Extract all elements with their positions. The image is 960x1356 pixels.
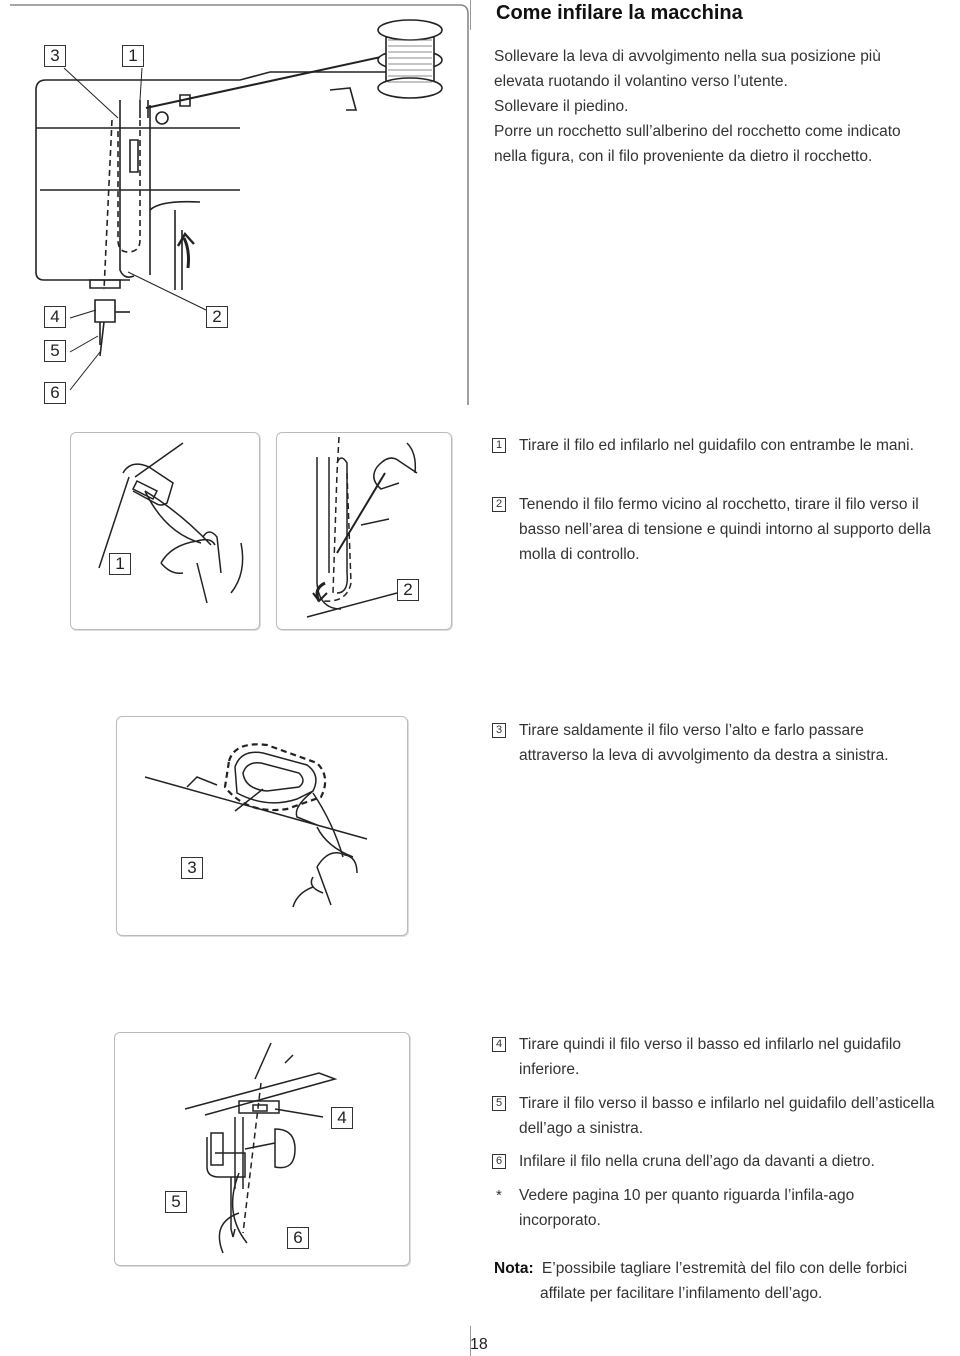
nota-label: Nota:: [494, 1260, 534, 1277]
page-number: 18: [470, 1336, 488, 1353]
asterisk-text: [519, 1183, 959, 1233]
step-1-text: Tirare il filo ed infilarlo nel guidafilo con entrambe le mani.: [519, 437, 914, 454]
step-4-line: inferiore.: [519, 1061, 580, 1078]
step-5-line: Tirare il filo verso il basso e infilarlo nel guidafilo dell’asticella: [519, 1095, 935, 1112]
nota-line: E’possibile tagliare l’estremità del filo con delle forbici: [541, 1260, 908, 1277]
step-5-line: dell’ago a sinistra.: [519, 1120, 644, 1137]
step-3-line: Tirare saldamente il filo verso l’alto e farlo passare: [519, 722, 864, 739]
asterisk-mark: *: [496, 1187, 502, 1204]
figure-step-1-panel: [70, 432, 260, 630]
thread-guide-illustration: [71, 433, 259, 629]
tension-area-illustration: [277, 433, 451, 629]
intro-line: Sollevare il piedino.: [494, 98, 629, 115]
step-6-marker: 6: [492, 1154, 506, 1169]
figure-step-6-label: 6: [287, 1227, 309, 1249]
figure-step-5-label: 5: [165, 1191, 187, 1213]
page-title: Come infilare la macchina: [496, 2, 743, 24]
figure-step-2-panel: [276, 432, 452, 630]
asterisk-line: Vedere pagina 10 per quanto riguarda l’infila-ago: [519, 1187, 855, 1204]
overview-label-1: 1: [122, 45, 144, 67]
nota-line: affilate per facilitare l’infilamento dell’ago.: [540, 1285, 823, 1302]
figure-step-3-label: 3: [181, 857, 203, 879]
step-5-text: [519, 1091, 959, 1141]
intro-line: elevata ruotando il volantino verso l’utente.: [494, 73, 788, 90]
figure-steps-4-6-panel: [114, 1032, 410, 1266]
machine-overview-illustration: [0, 0, 470, 410]
step-2-line: molla di controllo.: [519, 546, 640, 563]
step-3-line: attraverso la leva di avvolgimento da destra a sinistra.: [519, 747, 889, 764]
step-6-text: Infilare il filo nella cruna dell’ago da davanti a dietro.: [519, 1153, 875, 1170]
step-1-marker: 1: [492, 438, 506, 453]
overview-label-4: 4: [44, 306, 66, 328]
intro-text: [494, 44, 960, 169]
thread-spool: [378, 20, 442, 98]
overview-label-5: 5: [44, 340, 66, 362]
step-4-line: Tirare quindi il filo verso il basso ed infilarlo nel guidafilo: [519, 1036, 901, 1053]
overview-figure-panel: [0, 0, 470, 410]
figure-step-2-label: 2: [397, 579, 419, 601]
step-2-line: Tenendo il filo fermo vicino al rocchetto, tirare il filo verso il: [519, 496, 919, 513]
step-2-text: [519, 492, 959, 567]
overview-label-6: 6: [44, 382, 66, 404]
figure-step-4-label: 4: [331, 1107, 353, 1129]
figure-step-1-label: 1: [109, 553, 131, 575]
intro-line: Sollevare la leva di avvolgimento nella sua posizione più: [494, 48, 881, 65]
intro-line: Porre un rocchetto sull’alberino del rocchetto come indicato: [494, 123, 901, 140]
step-2-marker: 2: [492, 497, 506, 512]
needle-threading-illustration: [115, 1033, 409, 1265]
step-2-line: basso nell’area di tensione e quindi intorno al supporto della: [519, 521, 931, 538]
column-divider: [470, 0, 471, 30]
step-4-marker: 4: [492, 1037, 506, 1052]
step-3-text: [519, 718, 959, 768]
step-3-marker: 3: [492, 723, 506, 738]
asterisk-line: incorporato.: [519, 1212, 601, 1229]
step-5-marker: 5: [492, 1096, 506, 1111]
figure-step-3-panel: [116, 716, 408, 936]
overview-label-2: 2: [206, 306, 228, 328]
take-up-lever-illustration: [117, 717, 407, 935]
intro-line: nella figura, con il filo proveniente da dietro il rocchetto.: [494, 148, 873, 165]
overview-label-3: 3: [44, 45, 66, 67]
nota-block: [494, 1256, 960, 1306]
step-4-text: [519, 1032, 959, 1082]
